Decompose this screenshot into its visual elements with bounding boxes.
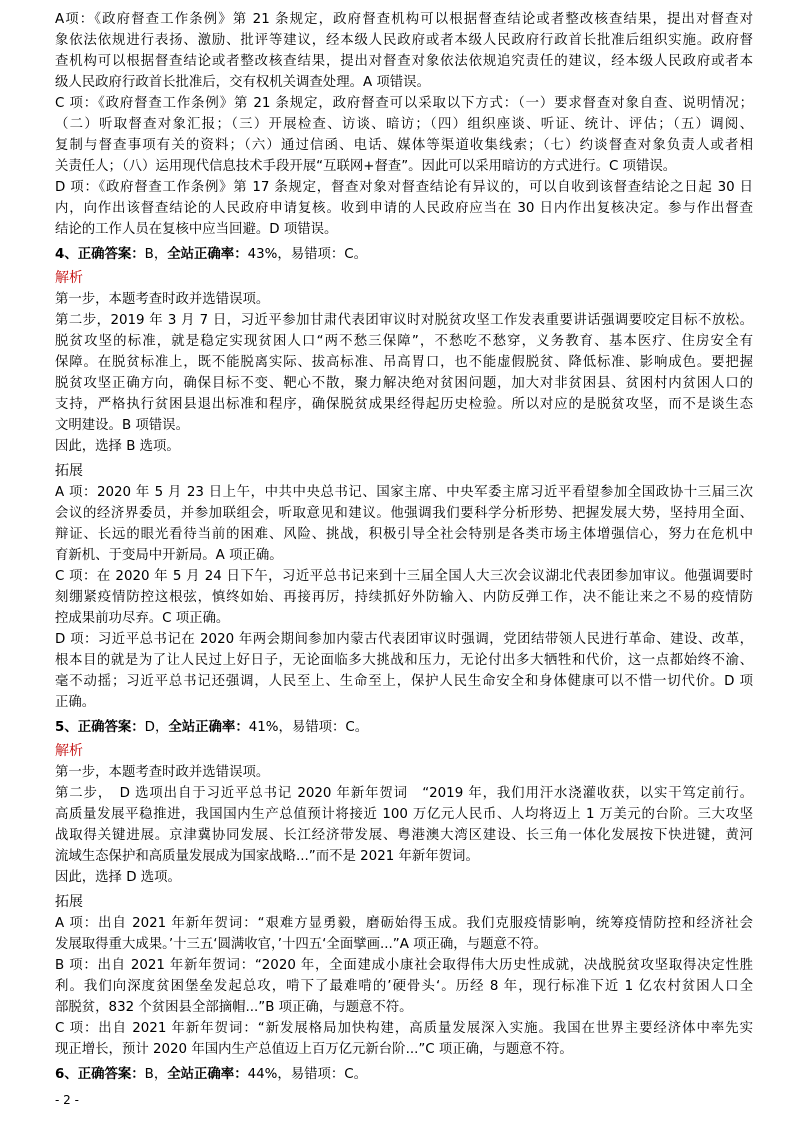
correct-answer-label: 正确答案： <box>77 720 145 735</box>
text-line: A项：《政府督查工作条例》第 21 条规定，政府督查机构可以根据督查结论或者整改核查结果，提出对督查对 <box>55 12 753 27</box>
text-line: 内，向作出该督查结论的人民政府申请复核。收到申请的人民政府应当在 30 日内作出复核决定。参与作出督查 <box>55 201 753 216</box>
answer-line <box>55 243 753 266</box>
text-line: C 项：出自 2021 年新年贺词：“新发展格局加快构建，高质量发展深入实施。我国在世界主要经济体中率先实 <box>55 1021 753 1036</box>
text-line: 因此，选择 D 选项。 <box>55 870 181 885</box>
text-line: 控成果前功尽弃。C 项正确。 <box>55 611 230 626</box>
text-line: D 项：《政府督查工作条例》第 17 条规定，督查对象对督查结论有异议的，可以自收到该督查结论之日起 30 日 <box>55 180 753 195</box>
text-line: 流域生态保护和高质量发展成为国家战略...”而不是 2021 年新年贺词。 <box>55 849 479 864</box>
correct-answer-value: B， <box>144 247 168 262</box>
text-line: 战取得关键进展。京津冀协同发展、长江经济带发展、粤港澳大湾区建设、长三角一体化发展按下快进键，黄河 <box>55 828 753 843</box>
accuracy-value: 44%，易错项：C。 <box>247 1067 368 1082</box>
paragraph <box>55 783 753 867</box>
question-number: 5、 <box>55 720 78 735</box>
analysis-heading: 解析 <box>55 743 83 759</box>
accuracy-label: 全站正确率： <box>167 247 248 262</box>
text-line: 会议的经济界委员，并参加联组会，听取意见和建议。他强调我们要科学分析形势、把握发展大势，坚持用全面、 <box>55 506 753 521</box>
answer-line <box>55 716 753 739</box>
analysis-heading: 解析 <box>55 270 83 286</box>
extension-heading: 拓展 <box>55 463 83 479</box>
text-line: C 项：《政府督查工作条例》第 21 条规定，政府督查可以采取以下方式：（一）要求督查对象自查、说明情况； <box>55 96 753 111</box>
text-line: D 项：习近平总书记在 2020 年两会期间参加内蒙古代表团审议时强调，党团结带领人民进行革命、建设、改革， <box>55 632 753 647</box>
text-line: 级人民政府行政首长批准后，交有权机关调查处理。A 项错误。 <box>55 75 430 90</box>
paragraph <box>55 482 753 566</box>
text-line: 关责任人；（八）运用现代信息技术手段开展“互联网+督查”。因此可以采用暗访的方式进行。C 项错误。 <box>55 159 677 174</box>
paragraph <box>55 436 753 457</box>
paragraph <box>55 762 753 783</box>
document-body <box>55 9 753 1086</box>
correct-answer-value: B， <box>144 1067 168 1082</box>
text-line: 象依法依规进行表扬、激励、批评等建议，经本级人民政府或者本级人民政府行政首长批准后组织实施。政府督 <box>55 33 753 48</box>
text-line: 脱贫攻坚的标准，就是稳定实现贫困人口“两不愁三保障”，不愁吃不愁穿，义务教育、基本医疗、住房安全有 <box>55 334 753 349</box>
text-line: 育新机、于变局中开新局。A 项正确。 <box>55 548 283 563</box>
text-line: 第一步，本题考查时政并选错误项。 <box>55 292 270 307</box>
text-line: 利。我们向深度贫困堡垒发起总攻，啃下了最难啃的’硬骨头‘。历经 8 年，现行标准下近 1 亿农村贫困人口全 <box>55 979 753 994</box>
text-line: 第二步，2019 年 3 月 7 日，习近平参加甘肃代表团审议时对脱贫攻坚工作发表重要讲话强调要咬定目标不放松。 <box>55 313 753 328</box>
text-line: 第一步，本题考查时政并选错误项。 <box>55 765 270 780</box>
text-line: A 项：出自 2021 年新年贺词：“艰难方显勇毅，磨砺始得玉成。我们克服疫情影响，统筹疫情防控和经济社会 <box>55 916 753 931</box>
paragraph <box>55 289 753 310</box>
correct-answer-label: 正确答案： <box>77 1067 145 1082</box>
question-number: 4、 <box>55 247 78 262</box>
paragraph <box>55 1018 753 1060</box>
text-line: 高质量发展平稳推进，我国国内生产总值预计将接近 100 万亿元人民币、人均将迈上 1 万美元的台阶。三大攻坚 <box>55 807 753 822</box>
text-line: 刻绷紧疫情防控这根弦，慎终如始、再接再厉，持续抓好外防输入、内防反弹工作，决不能让来之不易的疫情防 <box>55 590 753 605</box>
paragraph <box>55 177 753 240</box>
text-line: 现正增长，预计 2020 年国内生产总值迈上百万亿元新台阶...”C 项正确，与题意不符。 <box>55 1042 573 1057</box>
text-line: 脱贫攻坚正确方向，确保目标不变、靶心不散，聚力解决绝对贫困问题，加大对非贫困县、贫困村内贫困人口的 <box>55 376 753 391</box>
paragraph <box>55 566 753 629</box>
text-line: 查机构可以根据督查结论或者整改核查结果，提出对督查对象依法依规追究责任的建议，经本级人民政府或者本 <box>55 54 753 69</box>
paragraph <box>55 310 753 436</box>
page-number: - 2 - <box>55 1093 79 1107</box>
paragraph <box>55 955 753 1018</box>
text-line: 复制与督查事项有关的资料；（六）通过信函、电话、媒体等渠道收集线索；（七）约谈督查对象负责人或者相 <box>55 138 753 153</box>
text-line: 结论的工作人员在复核中应当回避。D 项错误。 <box>55 222 338 237</box>
text-line: 因此，选择 B 选项。 <box>55 439 180 454</box>
text-line: B 项：出自 2021 年新年贺词：“2020 年，全面建成小康社会取得伟大历史性成就，决战脱贫攻坚取得决定性胜 <box>55 958 753 973</box>
text-line: 支持，严格执行贫困县退出标准和程序，确保脱贫成果经得起历史检验。所以对应的是脱贫攻坚，而不是谈生态 <box>55 397 753 412</box>
correct-answer-label: 正确答案： <box>77 247 145 262</box>
accuracy-label: 全站正确率： <box>168 720 249 735</box>
answer-line <box>55 1063 753 1086</box>
text-line: 保障。在脱贫标准上，既不能脱离实际、拔高标准、吊高胃口，也不能虚假脱贫、降低标准、影响成色。要把握 <box>55 355 753 370</box>
text-line: 部脱贫，832 个贫困县全部摘帽...”B 项正确，与题意不符。 <box>55 1000 413 1015</box>
text-line: 正确。 <box>55 695 96 710</box>
accuracy-value: 43%，易错项：C。 <box>247 247 368 262</box>
text-line: 毫不动摇；习近平总书记还强调，人民至上、生命至上，保护人民生命安全和身体健康可以不惜一切代价。D 项 <box>55 674 753 689</box>
paragraph <box>55 629 753 713</box>
text-line: A 项：2020 年 5 月 23 日上午，中共中央总书记、国家主席、中央军委主席习近平看望参加全国政协十三届三次 <box>55 485 753 500</box>
text-line: 第二步， D 选项出自于习近平总书记 2020 年新年贺词 “2019 年，我们用汗水浇灌收获，以实干笃定前行。 <box>55 786 753 801</box>
text-line: C 项：在 2020 年 5 月 24 日下午，习近平总书记来到十三届全国人大三次会议湖北代表团参加审议。他强调要时 <box>55 569 753 584</box>
question-number: 6、 <box>55 1067 78 1082</box>
accuracy-label: 全站正确率： <box>167 1067 248 1082</box>
text-line: 辩证、长远的眼光看待当前的困难、风险、挑战，积极引导全社会特别是各类市场主体增强信心，努力在危机中 <box>55 527 753 542</box>
paragraph <box>55 867 753 888</box>
correct-answer-value: D， <box>144 720 169 735</box>
text-line: 根本目的就是为了让人民过上好日子，无论面临多大挑战和压力，无论付出多大牺牲和代价，这一点都始终不渝、 <box>55 653 753 668</box>
accuracy-value: 41%，易错项：C。 <box>248 720 369 735</box>
paragraph <box>55 93 753 177</box>
paragraph <box>55 913 753 955</box>
extension-heading: 拓展 <box>55 894 83 910</box>
text-line: 文明建设。B 项错误。 <box>55 418 189 433</box>
text-line: 发展取得重大成果。’十三五‘圆满收官，’十四五‘全面擘画...”A 项正确，与题意不符。 <box>55 937 548 952</box>
text-line: （二）听取督查对象汇报；（三）开展检查、访谈、暗访；（四）组织座谈、听证、统计、评估；（五）调阅、 <box>55 117 753 132</box>
paragraph <box>55 9 753 93</box>
